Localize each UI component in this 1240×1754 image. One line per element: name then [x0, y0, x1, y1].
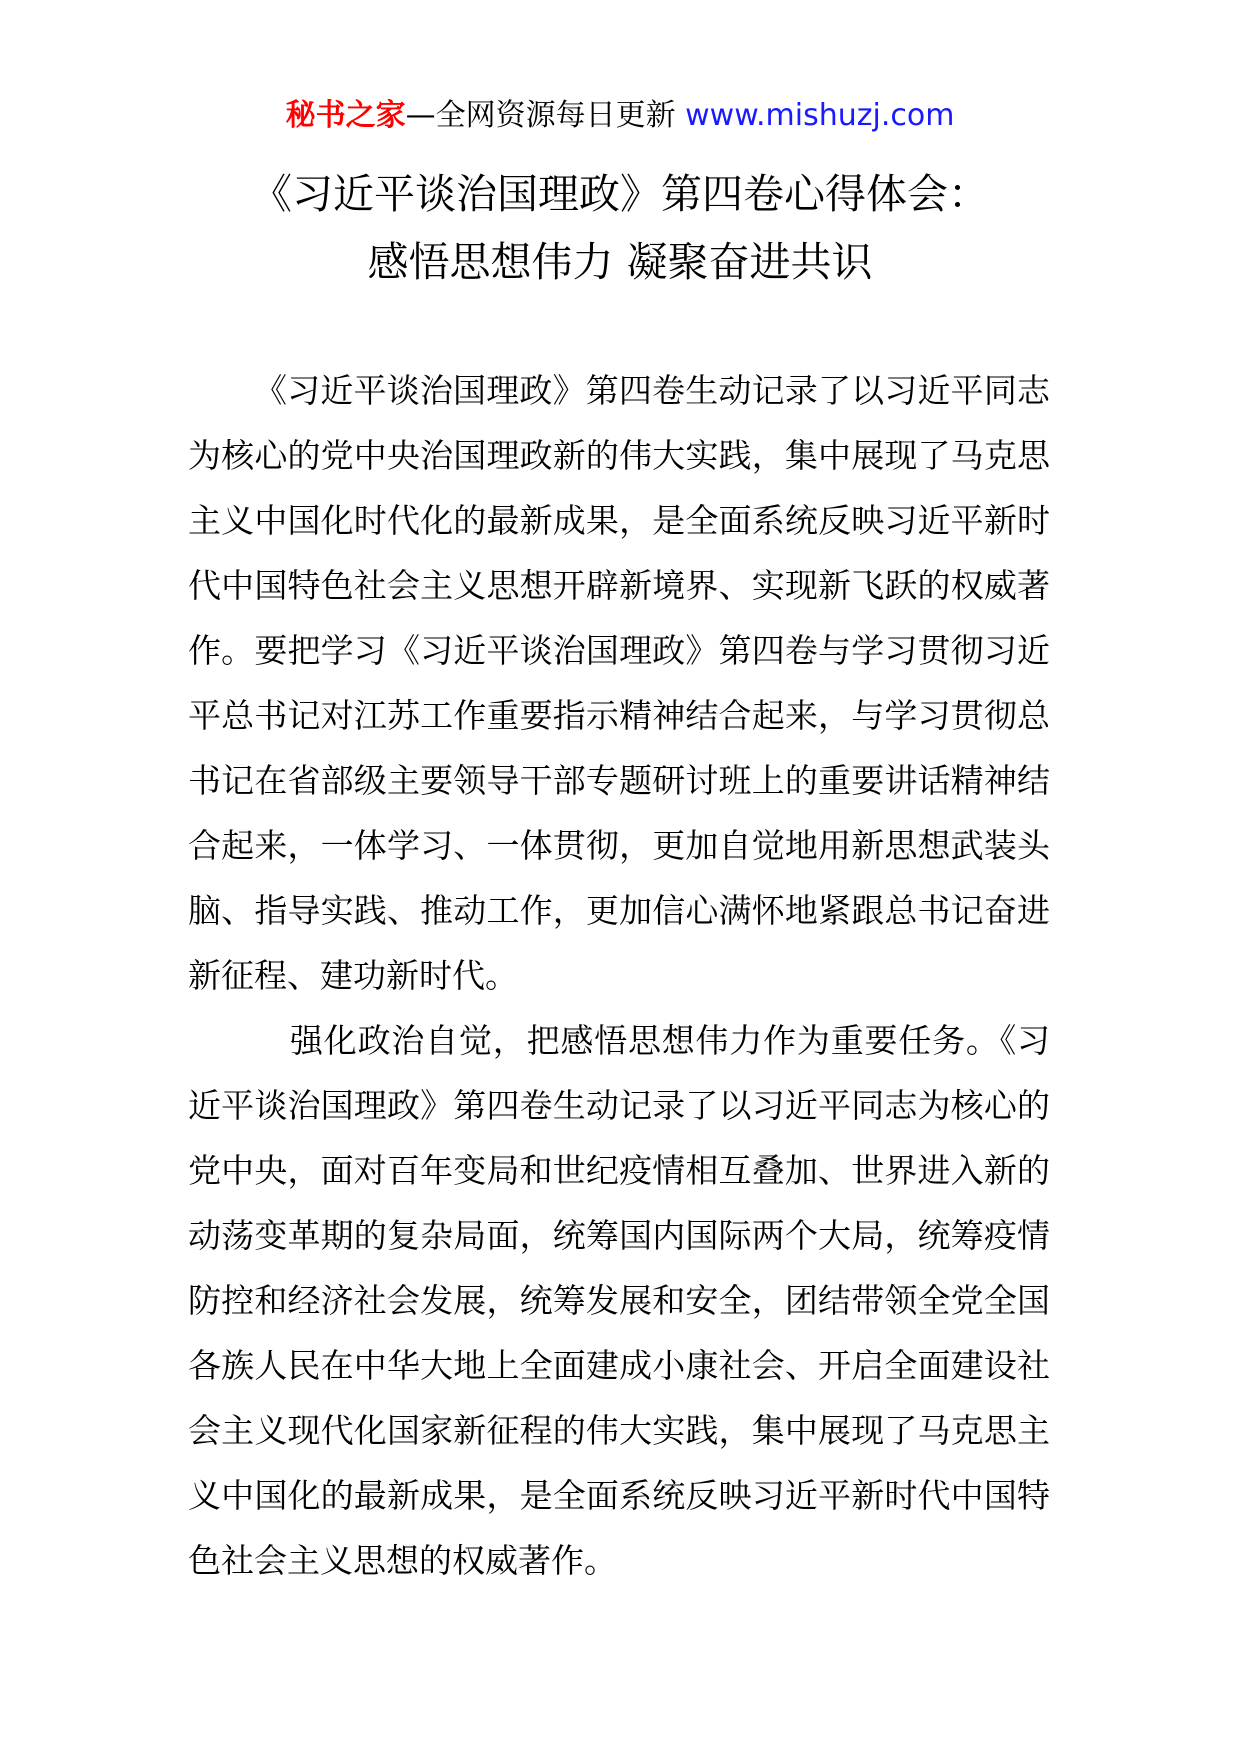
- title-line-1: 《习近平谈治国理政》第四卷心得体会：: [251, 170, 989, 218]
- body-paragraph: 强化政治自觉，把感悟思想伟力作为重要任务。《习近平谈治国理政》第四卷生动记录了以习近平同志为核心的党中央，面对百年变局和世纪疫情相互叠加、世界进入新的动荡变革期的复杂局面，统筹国内国际两个大局，统筹疫情防控和经济社会发展，统筹发展和安全，团结带领全党全国各族人民在中华大地上全面建成小康社会、开启全面建设社会主义现代化国家新征程的伟大实践，集中展现了马克思主义中国化的最新成果，是全面系统反映习近平新时代中国特色社会主义思想的权威著作。: [188, 1021, 1050, 1580]
- document-title: [0, 160, 1240, 296]
- site-url-link[interactable]: www.mishuzj.com: [685, 98, 955, 133]
- site-header: [0, 96, 1240, 136]
- body-paragraph: 《习近平谈治国理政》第四卷生动记录了以习近平同志为核心的党中央治国理政新的伟大实践，集中展现了马克思主义中国化时代化的最新成果，是全面系统反映习近平新时代中国特色社会主义思想开辟新境界、实现新飞跃的权威著作。要把学习《习近平谈治国理政》第四卷与学习贯彻习近平总书记对江苏工作重要指示精神结合起来，与学习贯彻总书记在省部级主要领导干部专题研讨班上的重要讲话精神结合起来，一体学习、一体贯彻，更加自觉地用新思想武装头脑、指导实践、推动工作，更加信心满怀地紧跟总书记奋进新征程、建功新时代。: [188, 371, 1050, 995]
- site-slogan: —全网资源每日更新: [405, 98, 686, 133]
- document-body: [188, 358, 1050, 1593]
- title-line-2: 感悟思想伟力 凝聚奋进共识: [367, 238, 873, 286]
- brand-name: 秘书之家: [285, 98, 406, 133]
